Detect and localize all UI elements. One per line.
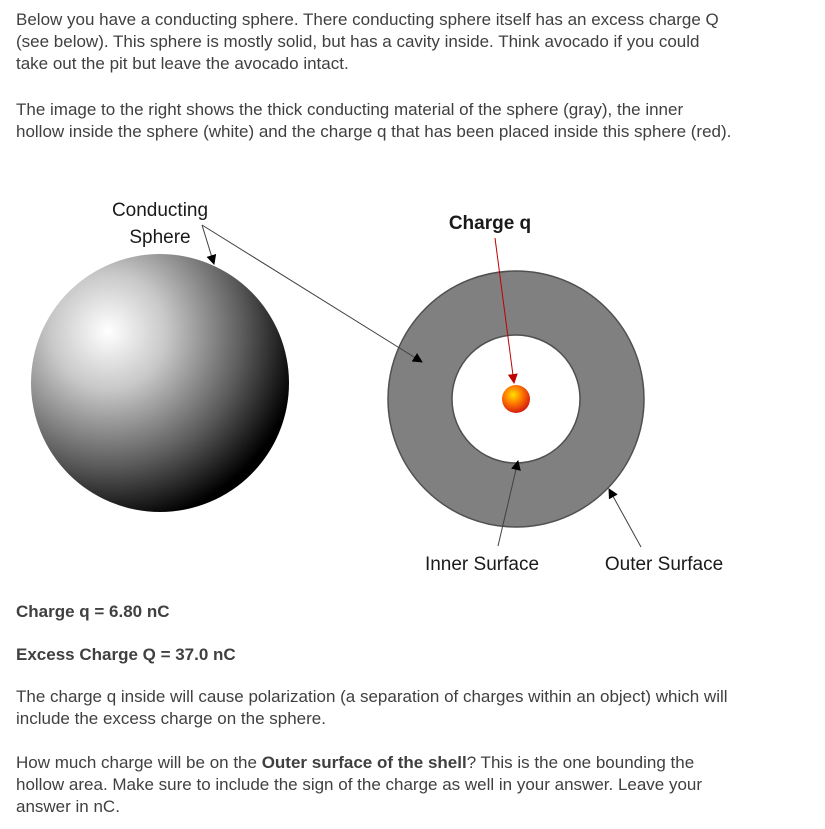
label-sphere: Sphere — [129, 227, 191, 248]
intro-paragraph-1: Below you have a conducting sphere. There conducting sphere itself has an excess charge Q (see below). This sphere is mostly solid, but has a cavity inside. Think avocado if you could take out the pit but leave the avocado intact. — [16, 10, 719, 73]
charge-q-value: Charge q = 6.80 nC — [16, 602, 170, 621]
label-outer-surface: Outer Surface — [604, 554, 724, 575]
question-text-start: How much charge will be on the — [16, 753, 262, 772]
question-emphasis: Outer surface of the shell — [261, 753, 467, 772]
label-conducting: Conducting — [111, 200, 209, 221]
sphere-diagram — [0, 190, 825, 590]
label-charge-q: Charge q — [448, 213, 532, 234]
point-charge — [502, 385, 530, 413]
question-paragraph — [16, 752, 716, 818]
arrow-to-outer-surface — [609, 489, 641, 547]
conducting-sphere — [31, 254, 289, 512]
question-text-end: ? This is the one bounding the hollow area. Make sure to include the sign of the charge as well in your answer. Leave your answer in nC. — [16, 753, 703, 816]
intro-paragraph-2: The image to the right shows the thick conducting material of the sphere (gray), the inner hollow inside the sphere (white) and the charge q that has been placed inside this sphere (red). — [16, 100, 732, 141]
excess-charge-value: Excess Charge Q = 37.0 nC — [16, 645, 236, 664]
polarization-paragraph: The charge q inside will cause polarization (a separation of charges within an object) which will include the excess charge on the sphere. — [16, 687, 728, 728]
label-inner-surface: Inner Surface — [424, 554, 540, 575]
